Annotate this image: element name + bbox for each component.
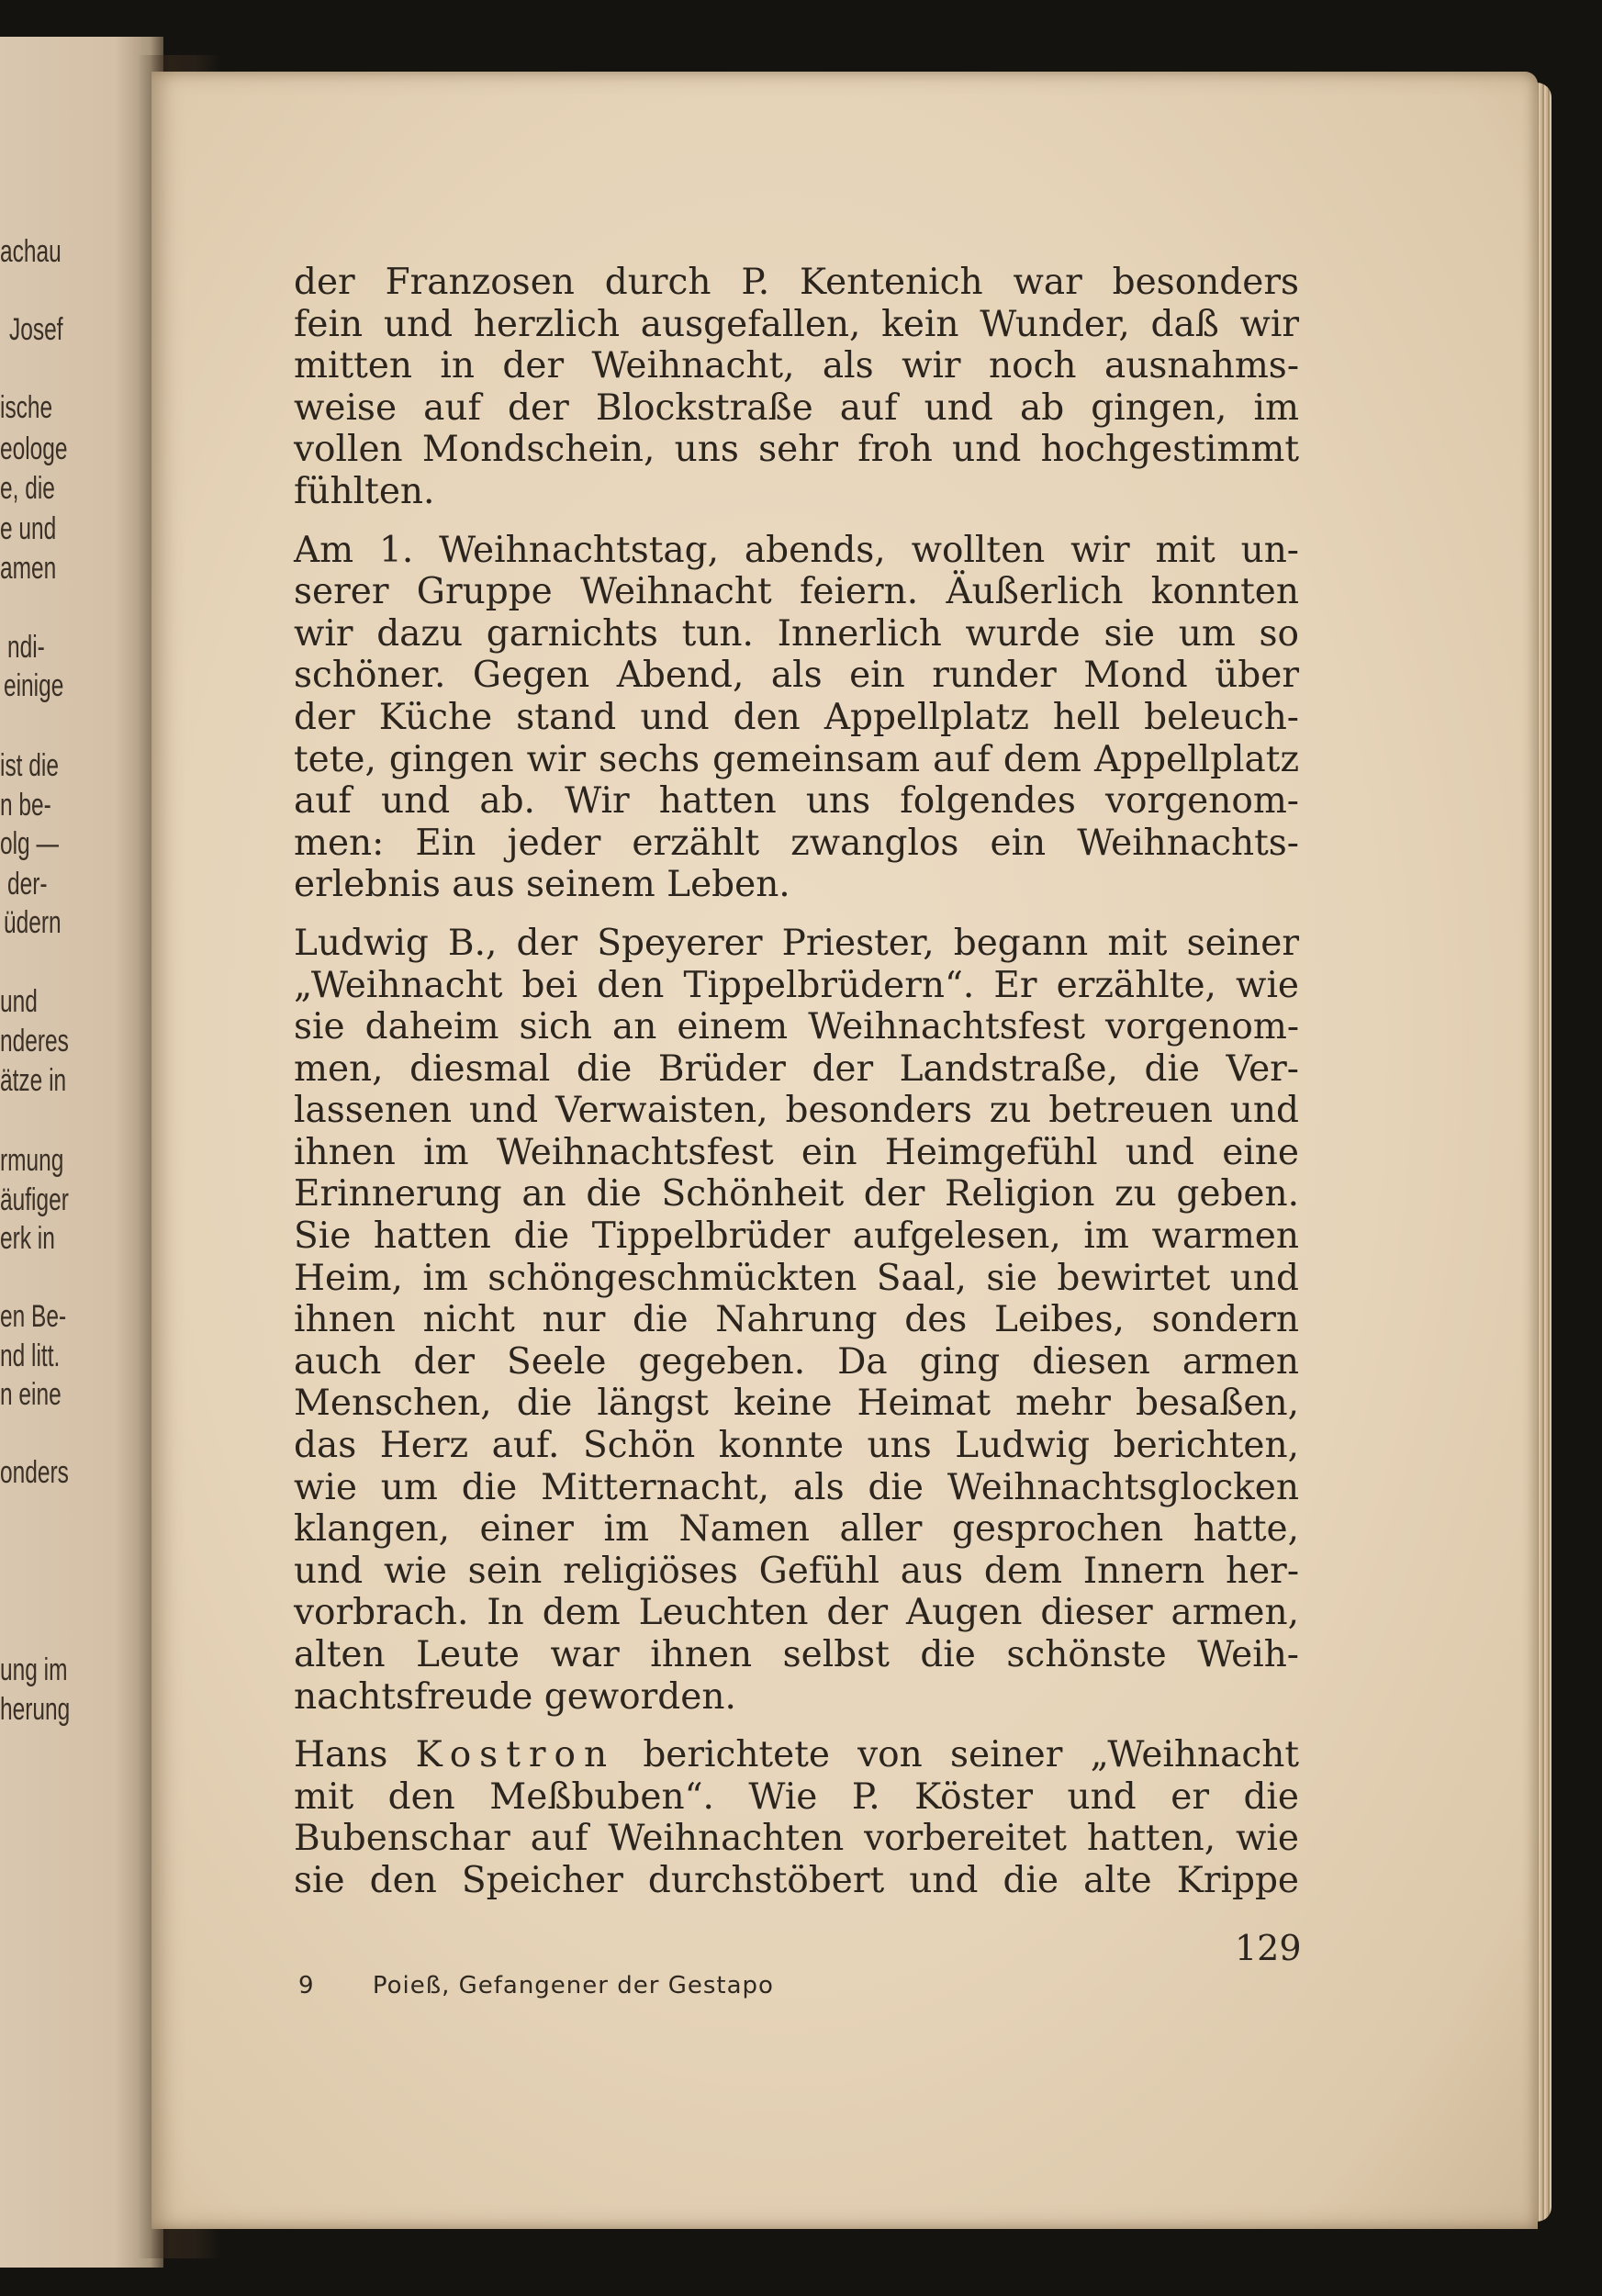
facing-page-fragment: und [0, 984, 38, 1019]
facing-page-fragment: olg — [0, 826, 59, 861]
facing-page-fragment: äufiger [0, 1182, 69, 1217]
text-line: erlebnis aus seinem Leben. [294, 864, 790, 906]
facing-page-fragment: onders [0, 1455, 69, 1490]
facing-page-fragment: achau [0, 234, 62, 269]
facing-page-fragment: ung im [0, 1652, 68, 1687]
page-footer [298, 1972, 774, 1999]
text-line: auch der Seele gegeben. Da ging diesen armen [294, 1340, 1299, 1383]
text-line: schöner. Gegen Abend, als ein runder Mond über [294, 655, 1299, 697]
text-line: mit den Meßbuben“. Wie P. Köster und er die [294, 1775, 1299, 1818]
text-line: Menschen, die längst keine Heimat mehr besaßen, [294, 1383, 1299, 1425]
facing-page-fragment: herung [0, 1692, 71, 1727]
text-line: Bubenschar auf Weihnachten vorbereitet hatten, wie [294, 1818, 1299, 1860]
paragraph [294, 262, 1299, 513]
text-line: sie den Speicher durchstöbert und die alte Krippe [294, 1859, 1299, 1901]
page-number: 129 [1235, 1928, 1302, 1968]
facing-page-fragment: ndi- [7, 630, 45, 665]
paragraph [294, 923, 1299, 1718]
paragraph [294, 1734, 1299, 1901]
text-line: „Weihnacht bei den Tippelbrüdern“. Er erzählte, wie [294, 964, 1299, 1006]
text-line: ihnen nicht nur die Nahrung des Leibes, sondern [294, 1299, 1299, 1341]
facing-page-fragment: nd litt. [0, 1338, 61, 1373]
facing-page-fragment: e, die [0, 471, 55, 506]
facing-page-fragment: ätze in [0, 1063, 67, 1098]
text-fragment: Hans [294, 1734, 416, 1776]
facing-page-fragment: Josef [9, 312, 63, 347]
text-line: fühlten. [294, 470, 435, 512]
text-line: das Herz auf. Schön konnte uns Ludwig berichten, [294, 1425, 1299, 1467]
text-line: men, diesmal die Brüder der Landstraße, die Ver- [294, 1047, 1299, 1090]
text-fragment: berichtete von seiner „Weihnacht [615, 1734, 1299, 1776]
text-line: tete, gingen wir sechs gemeinsam auf dem Appellplatz [294, 738, 1299, 780]
book-title-footer: Poieß, Gefangener der Gestapo [372, 1972, 774, 1999]
spaced-name: Kostron [415, 1734, 616, 1776]
facing-page-fragment: üdern [4, 905, 62, 940]
facing-page-fragment: erk in [0, 1221, 55, 1256]
text-line: der Franzosen durch P. Kentenich war besonders [294, 262, 1299, 303]
text-line: serer Gruppe Weihnacht feiern. Äußerlich konnten [294, 571, 1299, 613]
text-line: vollen Mondschein, uns sehr froh und hochgestimmt [294, 429, 1299, 471]
facing-page-fragment: einige [4, 668, 64, 703]
facing-page-fragment: ische [0, 390, 53, 425]
text-line [294, 1734, 1299, 1776]
text-line: klangen, einer im Namen aller gesprochen hatte, [294, 1508, 1299, 1551]
facing-page-fragment: n be- [0, 788, 51, 823]
facing-page-fragment: n eine [0, 1377, 62, 1412]
paragraph [294, 530, 1299, 906]
facing-page-fragment: rmung [0, 1143, 64, 1178]
facing-page-fragment: ist die [0, 748, 59, 783]
signature-mark: 9 [298, 1972, 315, 1999]
text-line: Heim, im schöngeschmückten Saal, sie bewirtet und [294, 1257, 1299, 1299]
text-line: Am 1. Weihnachtstag, abends, wollten wir mit un- [294, 529, 1299, 571]
text-line: und wie sein religiöses Gefühl aus dem Innern her- [294, 1550, 1299, 1592]
text-line: Sie hatten die Tippelbrüder aufgelesen, im warmen [294, 1215, 1299, 1258]
text-line: Erinnerung an die Schönheit der Religion zu geben. [294, 1173, 1299, 1215]
text-line: ihnen im Weihnachtsfest ein Heimgefühl und eine [294, 1131, 1299, 1173]
text-line: fein und herzlich ausgefallen, kein Wunder, daß wir [294, 303, 1299, 345]
text-line: vorbrach. In dem Leuchten der Augen dieser armen, [294, 1592, 1299, 1634]
text-line: der Küche stand und den Appellplatz hell beleuch- [294, 696, 1299, 738]
text-line: alten Leute war ihnen selbst die schönste Weih- [294, 1634, 1299, 1675]
text-line: mitten in der Weihnacht, als wir noch ausnahms- [294, 345, 1299, 387]
text-line: sie daheim sich an einem Weihnachtsfest vorgenom- [294, 1006, 1299, 1048]
facing-page-fragment: nderes [0, 1024, 69, 1058]
facing-page-fragment: e und [0, 511, 57, 546]
facing-page-fragment: der- [7, 867, 48, 902]
text-line: wir dazu garnichts tun. Innerlich wurde sie um so [294, 612, 1299, 655]
text-line: Ludwig B., der Speyerer Priester, begann mit seiner [294, 922, 1299, 964]
text-line: lassenen und Verwaisten, besonders zu betreuen und [294, 1090, 1299, 1132]
facing-page-fragment: amen [0, 551, 57, 586]
page-body-text [294, 262, 1299, 1919]
text-line: wie um die Mitternacht, als die Weihnachtsglocken [294, 1466, 1299, 1508]
text-line: weise auf der Blockstraße auf und ab gingen, im [294, 386, 1299, 429]
text-line: men: Ein jeder erzählt zwanglos ein Weihnachts- [294, 822, 1299, 864]
facing-page-fragment: eologe [0, 431, 68, 466]
facing-page-fragment: en Be- [0, 1299, 67, 1334]
text-line: auf und ab. Wir hatten uns folgendes vorgenom- [294, 780, 1299, 823]
text-line: nachtsfreude geworden. [294, 1675, 736, 1718]
